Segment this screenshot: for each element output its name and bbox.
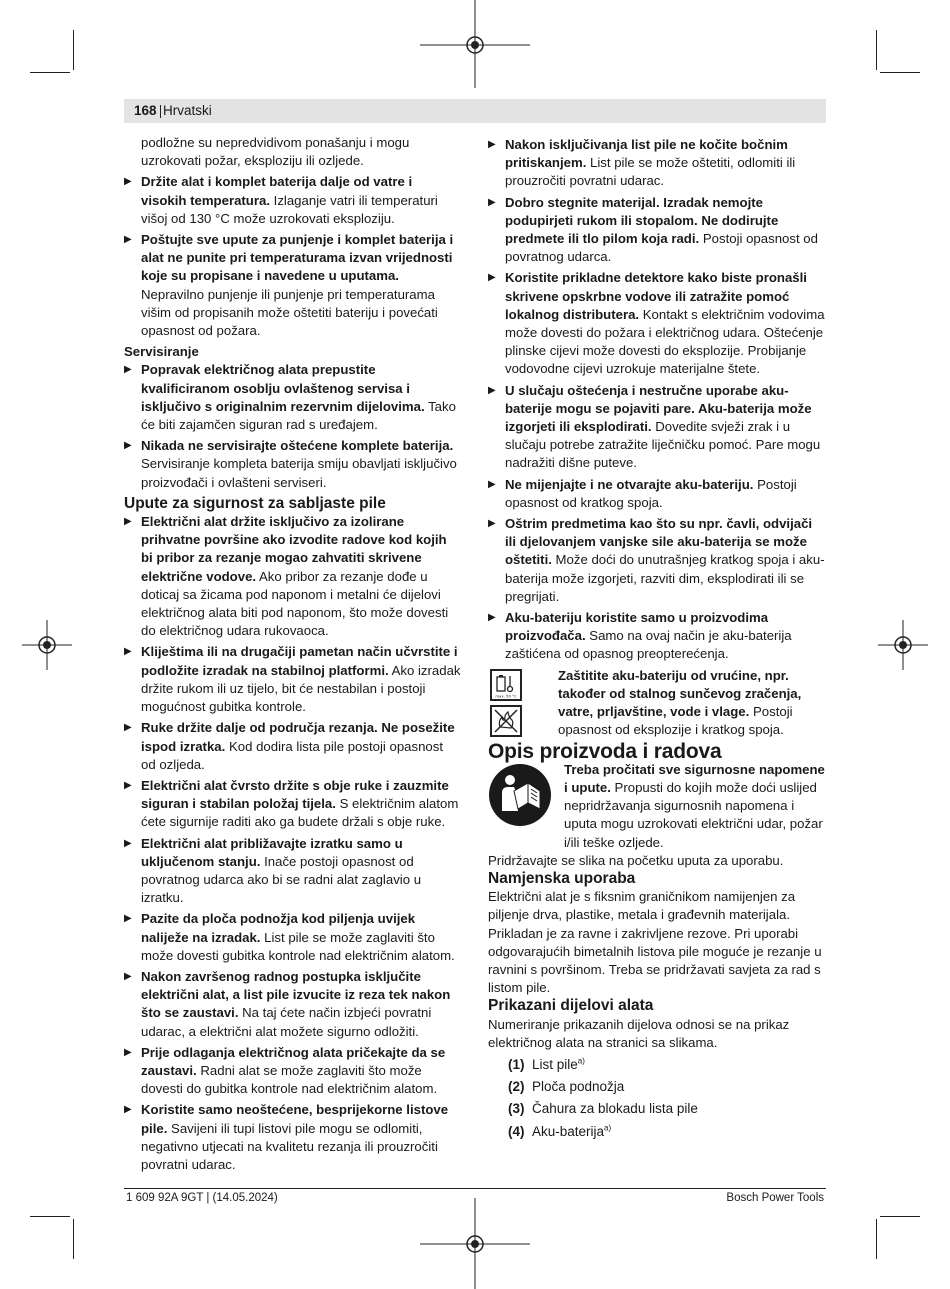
arrow-bullet-icon: ▶ — [488, 612, 496, 624]
crop-mark — [73, 30, 74, 70]
safety-item: ▶ Električni alat čvrsto držite s obje ruke i zauzmite siguran i stabilan položaj tijela. S električnim alatom ćete sigurnije raditi ako ga budete držali s obje ruke. — [124, 777, 459, 830]
crop-mark — [880, 1216, 920, 1217]
registration-mark-left — [22, 620, 72, 670]
page-language: Hrvatski — [163, 103, 212, 118]
crop-mark — [30, 72, 70, 73]
section-title-product-description: Opis proizvoda i radova — [488, 739, 722, 763]
crop-mark — [880, 72, 920, 73]
heat-warning-icon — [490, 669, 522, 701]
crop-mark — [876, 1219, 877, 1259]
arrow-bullet-icon: ▶ — [488, 518, 496, 530]
read-manual-icon — [488, 763, 552, 827]
page-number: 168 — [134, 103, 157, 118]
read-instructions-note — [488, 761, 826, 852]
svg-text:max. 50 °C: max. 50 °C — [495, 693, 517, 699]
battery-protection-bold: Zaštitite aku-bateriju od vrućine, npr. također od stalnog sunčevog zračenja, vatre, prljavštine, vode i vlage. — [558, 667, 802, 720]
arrow-bullet-icon: ▶ — [488, 196, 496, 208]
left-column — [124, 134, 461, 1177]
crop-mark — [73, 1219, 74, 1259]
arrow-bullet-icon: ▶ — [124, 440, 132, 452]
arrow-bullet-icon: ▶ — [488, 384, 496, 396]
safety-item: ▶ Nakon završenog radnog postupka isključite električni alat, a list pile izvucite iz reza tek nakon što se zaustavi. Na taj ćete način izbjeći povratni udarac, a električni alat možete sigurno odložiti. — [124, 968, 451, 1039]
safety-item: ▶ Ne mijenjajte i ne otvarajte aku-bateriju. Postoji opasnost od kratkog spoja. — [488, 476, 797, 510]
safety-item: ▶ Popravak električnog alata prepustite kvalificiranom osoblju ovlaštenog servisa i isključivo s originalnim rezervnim dijelovima. Tako će biti zajamčen siguran rad s uređajem. — [124, 362, 456, 433]
arrow-bullet-icon: ▶ — [124, 646, 132, 658]
list-item: (2) Ploča podnožja — [508, 1079, 625, 1095]
footer-brand: Bosch Power Tools — [726, 1192, 824, 1204]
read-instructions-text: Propusti do kojih može doći uslijed nepridržavanja sigurnosnih napomena i uputa mogu uzrokovati električni udar, požar i/ili teške ozljede. — [564, 779, 823, 850]
registration-mark-bottom — [420, 1198, 530, 1289]
right-column — [488, 136, 826, 1145]
page-header-bar — [124, 99, 826, 123]
battery-protection-text: Postoji opasnost od eksplozije i kratkog spoja. — [558, 704, 793, 738]
safety-item: ▶ Nakon isključivanja list pile ne kočite bočnim pritiskanjem. List pile se može oštetiti, odlomiti ili prouzročiti povratni udarac. — [488, 137, 796, 189]
intended-use-text: Električni alat je s fiksnim graničnikom namijenjen za piljenje drva, plastike, metala i građevnih materijala. Prikladan je za ravne i zakrivljene rezove. Pri uporabi odgovarajućih bimetalnih listova pile moguće je rezanje u ravnini s površinom. Treba se pridržavati savjeta za rad s listom pile. — [488, 889, 822, 996]
subheading-servisiranje: Servisiranje — [124, 344, 199, 360]
no-fire-water-icon — [490, 705, 522, 737]
arrow-bullet-icon: ▶ — [488, 272, 496, 284]
no-fire-water-icon-graphic — [492, 707, 520, 735]
continued-paragraph: podložne su nepredvidivom ponašanju i mogu uzrokovati požar, eksploziju ili ozljede. — [141, 135, 410, 169]
list-item: (4) Aku-baterija$^{a)}$ — [508, 1123, 612, 1139]
arrow-bullet-icon: ▶ — [124, 1046, 132, 1058]
crop-mark — [30, 1216, 70, 1217]
arrow-bullet-icon: ▶ — [124, 176, 132, 188]
battery-protection-note — [488, 667, 826, 740]
footer-rule — [124, 1188, 826, 1189]
arrow-bullet-icon: ▶ — [488, 139, 496, 150]
arrow-bullet-icon: ▶ — [124, 837, 132, 849]
arrow-bullet-icon: ▶ — [124, 516, 132, 528]
section-title-saw-safety: Upute za sigurnost za sabljaste pile — [124, 494, 386, 512]
arrow-bullet-icon: ▶ — [124, 913, 132, 925]
arrow-bullet-icon: ▶ — [124, 1104, 132, 1116]
safety-item: ▶ Prije odlaganja električnog alata pričekajte da se zaustavi. Radni alat se može zaglaviti što može dovesti do gubitka kontrole nad električnim alatom. — [124, 1044, 446, 1097]
safety-item: ▶ Dobro stegnite materijal. Izradak nemojte podupirjeti rukom ili stopalom. Ne dodirujte predmete ili tlo pilom koja radi. Postoji opasnost od povratnog udarca. — [488, 194, 818, 265]
follow-figures-text: Pridržavajte se slika na početku uputa za uporabu. — [488, 852, 784, 868]
registration-mark-top — [420, 0, 530, 90]
section-title-components: Prikazani dijelovi alata — [488, 997, 654, 1015]
safety-item: ▶ Ruke držite dalje od područja rezanja. Ne posežite ispod izratka. Kod dodira lista pile postoji opasnost od ozljeda. — [124, 720, 455, 772]
safety-item: ▶ Koristite samo neoštećene, besprijekorne listove pile. Savijeni ili tupi listovi pile mogu se odlomiti, negativno utjecati na kvalitetu rezanja ili prouzročiti povratni udarac. — [124, 1102, 449, 1172]
arrow-bullet-icon: ▶ — [124, 234, 132, 246]
safety-item: ▶ Držite alat i komplet baterija dalje od vatre i visokih temperatura. Izlaganje vatri ili temperaturi višoj od 130 °C može uzrokovati eksploziju. — [124, 174, 438, 226]
header-divider — [160, 105, 161, 118]
safety-item: ▶ Električni alat držite isključivo za izolirane prihvatne površine ako izvodite radove kod kojih bi pribor za rezanje mogao zahvatiti skrivene električne vodove. Ako pribor za rezanje dođe u doticaj sa žicama pod naponom i metalni će dijelovi električnog alata biti pod naponom, što može dovesti do električnog udara rukovaoca. — [124, 514, 449, 639]
arrow-bullet-icon: ▶ — [488, 478, 496, 490]
crop-mark — [876, 30, 877, 70]
components-intro: Numeriranje prikazanih dijelova odnosi se na prikaz električnog alata na stranici sa slikama. — [488, 1016, 790, 1050]
safety-item: ▶ Kliještima ili na drugačiji pametan način učvrstite i podložite izradak na stabilnoj platformi. Ako izradak držite rukom ili uz tijelo, bit će nestabilan i postoji mogućnost gubitka kontrole. — [124, 644, 461, 715]
safety-item: ▶ Oštrim predmetima kao što su npr. čavli, odvijači ili djelovanjem vanjske sile aku-baterija se može oštetiti. Može doći do unutrašnjeg kratkog spoja i aku-baterija može izgorjeti, razviti dim, eksplodirati ili se pregrijati. — [488, 516, 825, 604]
registration-mark-right — [878, 620, 928, 670]
arrow-bullet-icon: ▶ — [124, 779, 132, 791]
safety-item: ▶ Koristite prikladne detektore kako biste pronašli skrivene opskrbne vodove ili zatražite pomoć lokalnog distributera. Kontakt s električnim vodovima može dovesti do požara i električnog udara. Oštećenje plinske cijevi može dovesti do eksplozije. Probijanje vodovodne cijevi uzrokuje materijalne štete. — [488, 270, 825, 377]
footer-document-id: 1 609 92A 9GT | (14.05.2024) — [126, 1192, 278, 1204]
safety-item: ▶ Nikada ne servisirajte oštećene komplete baterija. Servisiranje kompleta baterija smiju obavljati isključivo proizvođači i ovlašteni serviseri. — [124, 438, 457, 490]
safety-item: ▶ U slučaju oštećenja i nestručne uporabe aku-baterije mogu se pojaviti pare. Aku-baterija može izgorjeti ili eksplodirati. Dovedite svježi zrak i u slučaju potrebe zatražite liječničku pomoć. Pare mogu nadražiti dišne puteve. — [488, 382, 821, 471]
section-title-intended-use: Namjenska uporaba — [488, 869, 636, 887]
arrow-bullet-icon: ▶ — [124, 364, 132, 376]
components-list — [508, 1056, 826, 1141]
safety-item: ▶ Pazite da ploča podnožja kod piljenja uvijek naliježe na izradak. List pile se može zaglaviti što može dovesti gubitka kontrole nad električnim alatom. — [124, 911, 455, 963]
safety-item: ▶ Električni alat približavajte izratku samo u uključenom stanju. Inače postoji opasnost od povratnog udarca ako bi se radni alat zaglavio u izratku. — [124, 835, 422, 906]
arrow-bullet-icon: ▶ — [124, 722, 132, 734]
list-item: (3) Čahura za blokadu lista pile — [508, 1101, 698, 1117]
arrow-bullet-icon: ▶ — [124, 970, 132, 982]
safety-item: ▶ Poštujte sve upute za punjenje i komplet baterija i alat ne punite pri temperaturama izvan vrijednosti koje su propisane i navedene u uputama. Nepravilno punjenje ili punjenje pri temperaturama višim od propisanih može oštetiti bateriju i povećati opasnost od požara. — [124, 232, 454, 339]
list-item: (1) List pile$^{a)}$ — [508, 1056, 585, 1072]
read-instructions-bold: Treba pročitati sve sigurnosne napomene i upute. — [564, 761, 825, 795]
thermometer-battery-icon — [492, 671, 520, 699]
safety-item: ▶ Aku-bateriju koristite samo u proizvodima proizvođača. Samo na ovaj način je aku-baterija zaštićena od opasnog preopterećenja. — [488, 610, 792, 662]
